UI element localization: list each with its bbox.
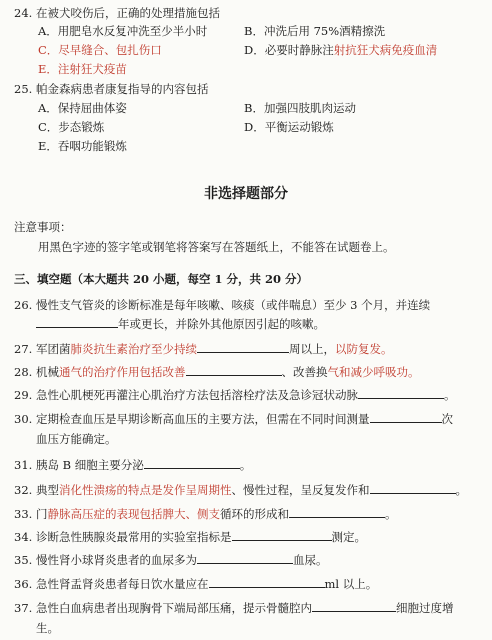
answer-blank[interactable] [144, 456, 240, 469]
question-27: 27. 军团菌肺炎抗生素治疗至少持续 周以上，以防复发。 [14, 342, 393, 356]
question-24 [14, 4, 482, 22]
section-title: 非选择题部分 [204, 186, 288, 202]
answer-blank[interactable] [197, 340, 289, 353]
q24-option-c: C．尽早缝合、包扎伤口 [38, 43, 162, 57]
notice-title: 注意事项： [14, 220, 72, 234]
q25-option-c: C．步态锻炼 [38, 120, 105, 134]
q24-option-a: A．用肥皂水反复冲洗至少半小时 [38, 24, 208, 38]
notice-text: 用黑色字迹的签字笔或钢笔将答案写在答题纸上，不能答在试题卷上。 [38, 240, 395, 254]
q24-option-b: B．冲洗后用 75%酒精擦洗 [244, 24, 386, 38]
question-33: 33. 门静脉高压症的表现包括脾大、侧支循环的形成和 。 [14, 507, 397, 521]
question-35: 35. 慢性肾小球肾炎患者的血尿多为 血尿。 [14, 553, 328, 567]
question-34: 34. 诊断急性胰腺炎最常用的实验室指标是 测定。 [14, 530, 366, 544]
question-32: 32. 典型消化性溃疡的特点是发作呈周期性、慢性过程，呈反复发作和 。 [14, 483, 467, 497]
answer-blank[interactable] [358, 386, 444, 399]
answer-blank[interactable] [209, 575, 325, 588]
question-30-cont: 血压方能确定。 [36, 432, 117, 446]
question-stem: 帕金森病患者康复指导的内容包括 [36, 82, 209, 96]
q24-option-d: D．必要时静脉注射抗狂犬病免疫血清 [244, 43, 438, 57]
answer-blank[interactable] [370, 481, 456, 494]
question-31: 31. 胰岛 B 细胞主要分泌 。 [14, 458, 252, 472]
question-30: 30. 定期检查血压是早期诊断高血压的主要方法，但需在不同时间测量 次 [14, 412, 453, 426]
answer-blank[interactable] [232, 528, 332, 541]
answer-blank[interactable] [289, 505, 385, 518]
answer-blank[interactable] [186, 363, 282, 376]
question-29: 29. 急性心肌梗死再灌注心肌治疗方法包括溶栓疗法及急诊冠状动脉 。 [14, 388, 456, 402]
q25-option-b: B．加强四肢肌肉运动 [244, 101, 356, 115]
question-37-cont: 生。 [36, 621, 59, 635]
question-stem: 在被犬咬伤后，正确的处理措施包括 [36, 6, 220, 20]
question-number: 24. [14, 6, 33, 20]
question-number: 25. [14, 82, 33, 96]
question-28: 28. 机械通气的治疗作用包括改善 、改善换气和减少呼吸功。 [14, 365, 420, 379]
part-three-heading: 三、填空题（本大题共 20 小题，每空 1 分，共 20 分） [14, 272, 309, 286]
q25-option-a: A．保持屈曲体姿 [38, 101, 127, 115]
question-26: 26. 慢性支气管炎的诊断标准是每年咳嗽、咳痰（或伴喘息）至少 3 个月，并连续 [14, 298, 431, 312]
answer-blank[interactable] [36, 315, 118, 328]
answer-blank[interactable] [197, 551, 293, 564]
q25-option-e: E．吞咽功能锻炼 [38, 139, 127, 153]
q25-option-d: D．平衡运动锻炼 [244, 120, 334, 134]
question-25 [14, 80, 482, 98]
question-37: 37. 急性白血病患者出现胸骨下端局部压痛，提示骨髓腔内 细胞过度增 [14, 601, 454, 615]
answer-blank[interactable] [312, 599, 396, 612]
q24-option-e: E．注射狂犬疫苗 [38, 62, 127, 76]
answer-blank[interactable] [370, 410, 442, 423]
question-36: 36. 急性肾盂肾炎患者每日饮水量应在 ml 以上。 [14, 577, 378, 591]
question-26-cont: 年或更长，并除外其他原因引起的咳嗽。 [36, 315, 325, 333]
